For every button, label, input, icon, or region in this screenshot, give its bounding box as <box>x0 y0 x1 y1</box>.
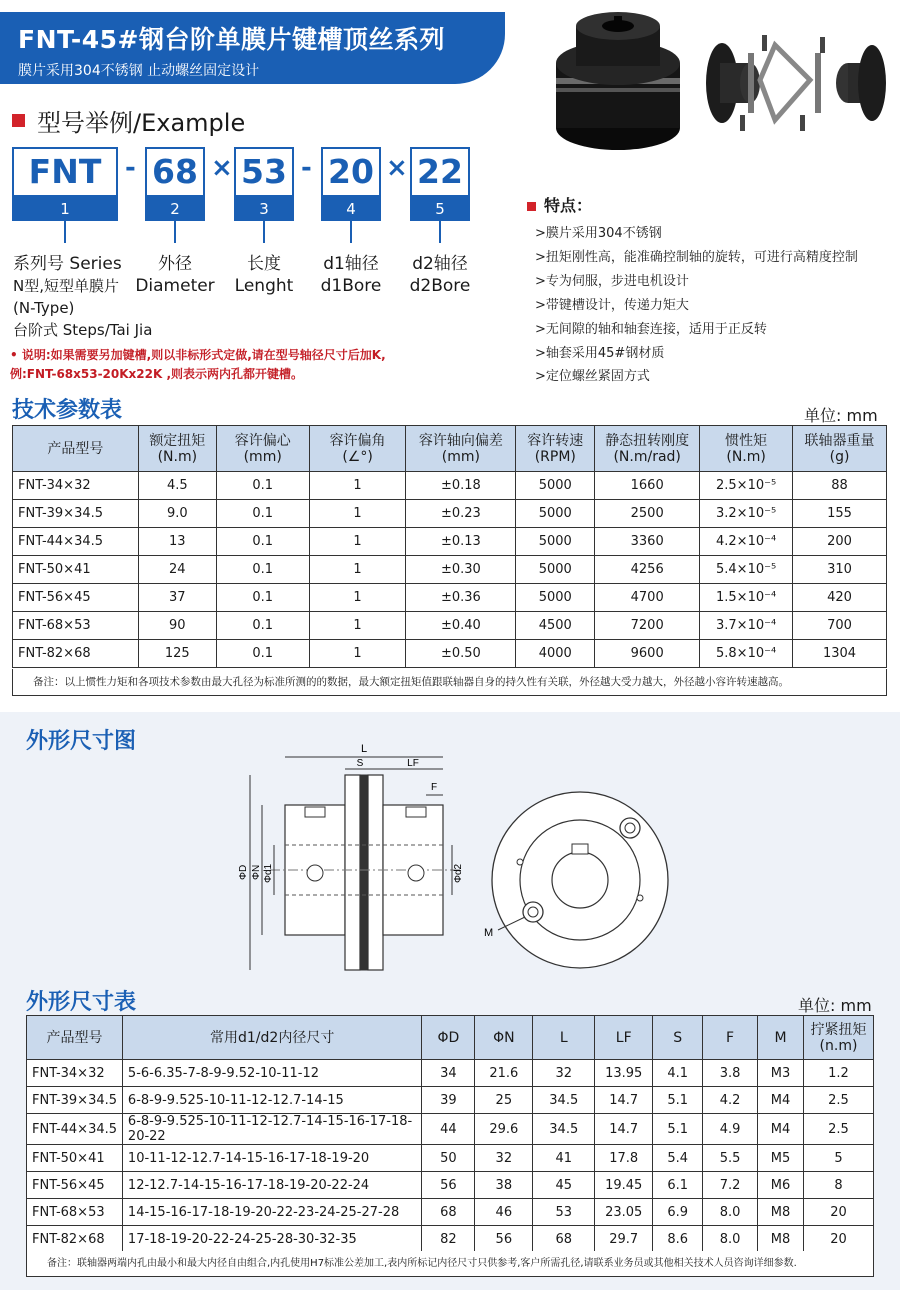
example-note: • 说明:如果需要另加键槽,则以非标形式定做,请在型号轴径尺寸后加K, 例:FNT-68x53-20Kx22K ,则表示两内孔都开键槽。 <box>10 348 386 381</box>
table-cell: FNT-34×32 <box>27 1060 123 1087</box>
feature-item: >膜片采用304不锈钢 <box>535 226 662 241</box>
feature-item: >带键槽设计，传递力矩大 <box>535 298 689 313</box>
table-cell: 3360 <box>595 528 700 556</box>
table-cell: 68 <box>422 1199 475 1226</box>
table-cell: 0.1 <box>216 528 309 556</box>
table-row <box>13 528 887 556</box>
example-num-4: 4 <box>321 197 381 221</box>
table-cell: 29.7 <box>595 1226 653 1253</box>
table-cell: 7.2 <box>703 1172 758 1199</box>
table-cell: 8.0 <box>703 1199 758 1226</box>
table-cell: 9600 <box>595 640 700 668</box>
example-box-diameter: 68 <box>145 147 205 197</box>
tech-params-table <box>12 425 887 668</box>
table-cell: 32 <box>475 1145 533 1172</box>
tech-table-unit: 单位: mm <box>804 406 878 425</box>
table-cell: 1 <box>309 584 406 612</box>
table-cell: 0.1 <box>216 472 309 500</box>
table-row <box>13 584 887 612</box>
table-cell: 50 <box>422 1145 475 1172</box>
table-cell: ±0.13 <box>406 528 516 556</box>
table-cell: 1660 <box>595 472 700 500</box>
table-cell: M6 <box>758 1172 804 1199</box>
example-num-5: 5 <box>410 197 470 221</box>
table-cell: 7200 <box>595 612 700 640</box>
table-cell: 125 <box>138 640 216 668</box>
table-cell: 0.1 <box>216 556 309 584</box>
table-cell: 14.7 <box>595 1114 653 1145</box>
table-cell: 38 <box>475 1172 533 1199</box>
table-cell: 6-8-9-9.525-10-11-12-12.7-14-15 <box>122 1087 422 1114</box>
table-cell: FNT-82×68 <box>27 1226 123 1253</box>
dim-label-LF: LF <box>407 758 419 769</box>
table-cell: FNT-44×34.5 <box>27 1114 123 1145</box>
example-box-length: 53 <box>234 147 294 197</box>
table-cell: FNT-56×45 <box>27 1172 123 1199</box>
table-cell: 2500 <box>595 500 700 528</box>
label-d2: d2轴径 d2Bore <box>409 254 471 296</box>
table-row <box>27 1087 874 1114</box>
table-row <box>13 640 887 668</box>
red-square-icon <box>527 202 536 211</box>
table-cell: M5 <box>758 1145 804 1172</box>
table-cell: 45 <box>533 1172 595 1199</box>
table-header-cell: 常用d1/d2内径尺寸 <box>122 1016 422 1060</box>
dim-label-L: L <box>360 743 368 755</box>
table-cell: 21.6 <box>475 1060 533 1087</box>
label-diameter: 外径 Diameter <box>135 254 215 296</box>
table-cell: FNT-39×34.5 <box>27 1087 123 1114</box>
table-cell: 20 <box>803 1226 873 1253</box>
table-cell: FNT-44×34.5 <box>13 528 139 556</box>
table-cell: 2.5×10⁻⁵ <box>700 472 793 500</box>
table-cell: 1.2 <box>803 1060 873 1087</box>
table-header-cell: S <box>653 1016 703 1060</box>
table-cell: 5 <box>803 1145 873 1172</box>
table-row <box>13 500 887 528</box>
dim-label-D: ΦD <box>238 864 249 880</box>
table-cell: 14.7 <box>595 1087 653 1114</box>
table-cell: 41 <box>533 1145 595 1172</box>
table-cell: 44 <box>422 1114 475 1145</box>
table-cell: 8 <box>803 1172 873 1199</box>
table-cell: 1 <box>309 612 406 640</box>
example-num-3: 3 <box>234 197 294 221</box>
table-cell: 6.1 <box>653 1172 703 1199</box>
table-header-cell: 容许轴向偏差 (mm) <box>406 426 516 472</box>
table-row <box>13 556 887 584</box>
table-row <box>27 1226 874 1253</box>
table-cell: FNT-82×68 <box>13 640 139 668</box>
table-cell: 5000 <box>516 500 595 528</box>
table-cell: 68 <box>533 1226 595 1253</box>
table-cell: M8 <box>758 1226 804 1253</box>
table-cell: 56 <box>475 1226 533 1253</box>
side-view-drawing <box>230 735 480 985</box>
table-cell: 10-11-12-12.7-14-15-16-17-18-19-20 <box>122 1145 422 1172</box>
page-subtitle: 膜片采用304不锈钢 止动螺丝固定设计 <box>18 63 260 79</box>
table-cell: 17.8 <box>595 1145 653 1172</box>
example-sep: - <box>301 153 312 183</box>
table-cell: 4.1 <box>653 1060 703 1087</box>
table-row <box>13 472 887 500</box>
front-view-drawing <box>480 780 680 980</box>
tech-table-footnote: 备注：以上惯性力矩和各项技术参数由最大孔径为标准所测的的数据，最大额定扭矩值跟联轴器自身的持久性有关联，外径越大受力越大，外径越小容许转速越高。 <box>12 669 887 696</box>
table-cell: ±0.23 <box>406 500 516 528</box>
table-cell: 24 <box>138 556 216 584</box>
table-cell: 34.5 <box>533 1114 595 1145</box>
table-cell: 200 <box>793 528 887 556</box>
table-cell: 1 <box>309 640 406 668</box>
example-sep: × <box>211 153 233 183</box>
table-header-cell: 额定扭矩 (N.m) <box>138 426 216 472</box>
table-cell: ±0.30 <box>406 556 516 584</box>
connector-line <box>439 221 441 243</box>
table-cell: 4700 <box>595 584 700 612</box>
table-cell: 5000 <box>516 556 595 584</box>
table-cell: 6-8-9-9.525-10-11-12-12.7-14-15-16-17-18-20-22 <box>122 1114 422 1145</box>
table-header-cell: 惯性矩 (N.m) <box>700 426 793 472</box>
table-cell: 20 <box>803 1199 873 1226</box>
table-cell: 88 <box>793 472 887 500</box>
coupling-exploded-photo <box>700 25 890 140</box>
table-cell: 1 <box>309 500 406 528</box>
table-cell: ±0.50 <box>406 640 516 668</box>
table-cell: 8.0 <box>703 1226 758 1253</box>
table-cell: 4.5 <box>138 472 216 500</box>
table-cell: 310 <box>793 556 887 584</box>
table-cell: FNT-50×41 <box>27 1145 123 1172</box>
feature-item: >定位螺丝紧固方式 <box>535 369 650 384</box>
table-header-cell: ΦD <box>422 1016 475 1060</box>
coupling-photo <box>548 8 688 158</box>
table-cell: 90 <box>138 612 216 640</box>
dimension-table <box>26 1015 874 1253</box>
table-cell: 23.05 <box>595 1199 653 1226</box>
table-cell: M3 <box>758 1060 804 1087</box>
table-cell: 14-15-16-17-18-19-20-22-23-24-25-27-28 <box>122 1199 422 1226</box>
table-cell: 1.5×10⁻⁴ <box>700 584 793 612</box>
dim-label-N: ΦN <box>251 864 262 880</box>
dim-label-d2: Φd2 <box>453 863 464 883</box>
table-header-cell: 产品型号 <box>27 1016 123 1060</box>
connector-line <box>174 221 176 243</box>
page-title: FNT-45#钢台阶单膜片键槽顶丝系列 <box>18 25 445 54</box>
table-cell: 5000 <box>516 584 595 612</box>
table-cell: 53 <box>533 1199 595 1226</box>
table-cell: 8.6 <box>653 1226 703 1253</box>
table-cell: FNT-68×53 <box>13 612 139 640</box>
table-cell: 700 <box>793 612 887 640</box>
dim-label-M: M <box>484 927 494 939</box>
table-cell: 5.1 <box>653 1114 703 1145</box>
table-cell: 4.2 <box>703 1087 758 1114</box>
table-header-cell: 联轴器重量 (g) <box>793 426 887 472</box>
table-row <box>27 1114 874 1145</box>
table-cell: 420 <box>793 584 887 612</box>
table-cell: FNT-39×34.5 <box>13 500 139 528</box>
table-row <box>27 1199 874 1226</box>
table-cell: FNT-68×53 <box>27 1199 123 1226</box>
table-cell: 1 <box>309 472 406 500</box>
table-cell: 46 <box>475 1199 533 1226</box>
table-cell: 1 <box>309 556 406 584</box>
connector-line <box>350 221 352 243</box>
table-cell: 5000 <box>516 472 595 500</box>
table-cell: 1304 <box>793 640 887 668</box>
table-cell: FNT-34×32 <box>13 472 139 500</box>
drawing-title: 外形尺寸图 <box>26 729 137 754</box>
feature-item: >专为伺服，步进电机设计 <box>535 274 689 289</box>
table-cell: 5.8×10⁻⁴ <box>700 640 793 668</box>
table-cell: 5.5 <box>703 1145 758 1172</box>
table-header-cell: 静态扭转刚度 (N.m/rad) <box>595 426 700 472</box>
table-cell: M4 <box>758 1114 804 1145</box>
dim-label-S: S <box>356 758 364 769</box>
dim-table-unit: 单位: mm <box>798 996 872 1015</box>
table-row <box>27 1172 874 1199</box>
table-cell: 17-18-19-20-22-24-25-28-30-32-35 <box>122 1226 422 1253</box>
connector-line <box>263 221 265 243</box>
feature-item: >轴套采用45#钢材质 <box>535 346 665 361</box>
table-cell: ±0.40 <box>406 612 516 640</box>
table-cell: 5.4×10⁻⁵ <box>700 556 793 584</box>
label-series: 系列号 Series N型,短型单膜片 (N-Type) 台阶式 Steps/Tai Jia <box>13 254 153 339</box>
table-cell: 6.9 <box>653 1199 703 1226</box>
table-cell: 37 <box>138 584 216 612</box>
example-box-series: FNT <box>12 147 118 197</box>
example-num-1: 1 <box>12 197 118 221</box>
table-header-cell: 拧紧扭矩 (n.m) <box>803 1016 873 1060</box>
table-header-cell: 容许偏角 (∠°) <box>309 426 406 472</box>
table-cell: 5-6-6.35-7-8-9-9.52-10-11-12 <box>122 1060 422 1087</box>
table-header-cell: 容许偏心 (mm) <box>216 426 309 472</box>
connector-line <box>64 221 66 243</box>
table-cell: 3.7×10⁻⁴ <box>700 612 793 640</box>
table-cell: 2.5 <box>803 1087 873 1114</box>
table-cell: 4500 <box>516 612 595 640</box>
table-cell: 29.6 <box>475 1114 533 1145</box>
table-cell: 34.5 <box>533 1087 595 1114</box>
tech-table-title: 技术参数表 <box>12 398 123 423</box>
feature-item: >扭矩刚性高，能准确控制轴的旋转，可进行高精度控制 <box>535 250 858 265</box>
table-row <box>27 1060 874 1087</box>
table-cell: 5.4 <box>653 1145 703 1172</box>
table-cell: ±0.36 <box>406 584 516 612</box>
table-row <box>13 612 887 640</box>
table-header-cell: F <box>703 1016 758 1060</box>
table-header-cell: ΦN <box>475 1016 533 1060</box>
table-header-cell: M <box>758 1016 804 1060</box>
dim-label-d1: Φd1 <box>263 863 274 883</box>
table-cell: 25 <box>475 1087 533 1114</box>
dim-label-F: F <box>430 782 438 793</box>
label-length: 长度 Lenght <box>234 254 294 296</box>
example-sep: - <box>125 153 136 183</box>
table-cell: 4000 <box>516 640 595 668</box>
header-banner <box>0 12 505 84</box>
table-cell: 1 <box>309 528 406 556</box>
table-cell: FNT-56×45 <box>13 584 139 612</box>
table-cell: ±0.18 <box>406 472 516 500</box>
dim-table-footnote: 备注：联轴器两端内孔由最小和最大内径自由组合,内孔使用H7标准公差加工,表内所标记内径尺寸只供参考,客户所需孔径,请联系业务员或其他相关技术人员咨询详细参数. <box>26 1251 874 1277</box>
table-cell: 5000 <box>516 528 595 556</box>
example-box-d2: 22 <box>410 147 470 197</box>
table-cell: 34 <box>422 1060 475 1087</box>
label-d1: d1轴径 d1Bore <box>320 254 382 296</box>
red-square-icon <box>12 114 25 127</box>
table-cell: M4 <box>758 1087 804 1114</box>
table-cell: 5.1 <box>653 1087 703 1114</box>
example-num-2: 2 <box>145 197 205 221</box>
table-cell: 0.1 <box>216 640 309 668</box>
table-cell: 13.95 <box>595 1060 653 1087</box>
table-cell: 0.1 <box>216 500 309 528</box>
table-row <box>27 1145 874 1172</box>
table-cell: 155 <box>793 500 887 528</box>
features-title: 特点： <box>527 193 592 216</box>
table-cell: 0.1 <box>216 612 309 640</box>
table-cell: 32 <box>533 1060 595 1087</box>
table-cell: 4256 <box>595 556 700 584</box>
table-cell: 12-12.7-14-15-16-17-18-19-20-22-24 <box>122 1172 422 1199</box>
example-box-d1: 20 <box>321 147 381 197</box>
table-cell: 9.0 <box>138 500 216 528</box>
table-cell: 3.2×10⁻⁵ <box>700 500 793 528</box>
table-cell: 19.45 <box>595 1172 653 1199</box>
table-cell: 2.5 <box>803 1114 873 1145</box>
table-header-cell: 容许转速 (RPM) <box>516 426 595 472</box>
dim-table-title: 外形尺寸表 <box>26 990 137 1015</box>
table-cell: 0.1 <box>216 584 309 612</box>
table-cell: M8 <box>758 1199 804 1226</box>
feature-item: >无间隙的轴和轴套连接，适用于正反转 <box>535 322 767 337</box>
table-cell: 13 <box>138 528 216 556</box>
table-header-cell: 产品型号 <box>13 426 139 472</box>
table-cell: 56 <box>422 1172 475 1199</box>
table-cell: 4.2×10⁻⁴ <box>700 528 793 556</box>
table-cell: 3.8 <box>703 1060 758 1087</box>
table-cell: 82 <box>422 1226 475 1253</box>
table-cell: 4.9 <box>703 1114 758 1145</box>
table-header-cell: LF <box>595 1016 653 1060</box>
table-cell: FNT-50×41 <box>13 556 139 584</box>
table-cell: 39 <box>422 1087 475 1114</box>
example-title: 型号举例/Example <box>12 103 245 138</box>
table-header-cell: L <box>533 1016 595 1060</box>
example-sep: × <box>386 153 408 183</box>
